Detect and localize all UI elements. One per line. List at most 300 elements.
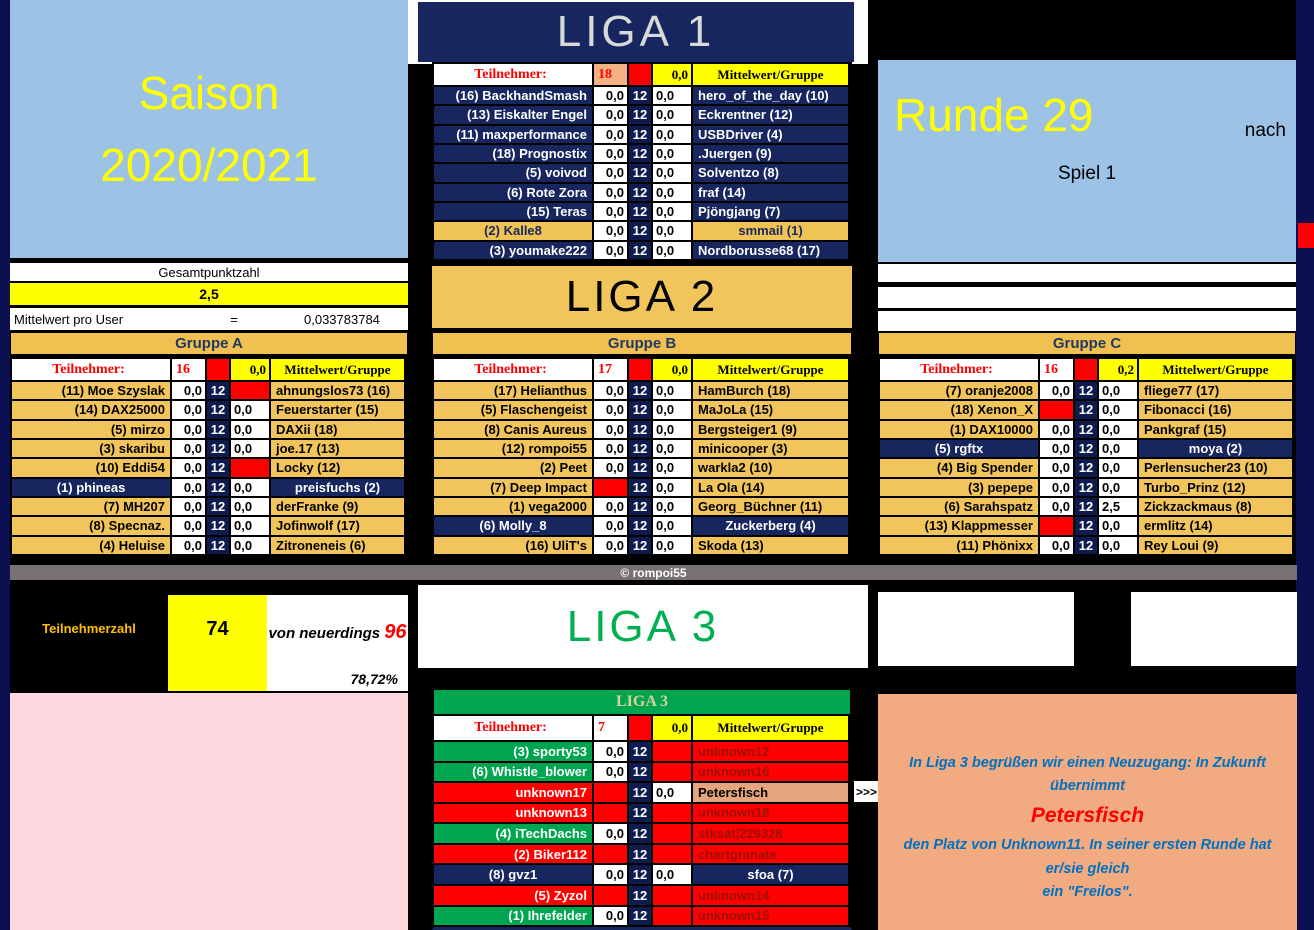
player-pairing-row <box>12 479 406 498</box>
player-left-cell[interactable]: (1) Ihrefelder <box>434 907 594 926</box>
player-left-cell[interactable]: (6) Sarahspatz <box>880 498 1040 515</box>
player-left-cell[interactable]: (16) UliT's <box>434 537 594 554</box>
games-cell[interactable]: 12 <box>629 763 653 782</box>
points-left-cell[interactable]: 0,0 <box>594 126 629 143</box>
points-left-cell[interactable] <box>1040 401 1075 418</box>
points-right-cell[interactable]: 0,0 <box>653 145 693 162</box>
player-right-cell[interactable]: derFranke (9) <box>271 498 406 515</box>
liga3-table-title: LIGA 3 <box>434 690 850 716</box>
player-left-cell[interactable]: (4) iTechDachs <box>434 824 594 843</box>
games-cell[interactable]: 12 <box>629 126 653 143</box>
player-pairing-row <box>434 126 850 145</box>
player-pairing-row <box>880 401 1294 420</box>
mittelwert-label-cell[interactable]: Mittelwert/Gruppe <box>1139 359 1294 380</box>
games-cell[interactable]: 12 <box>1075 479 1099 496</box>
player-left-cell[interactable]: (7) Deep Impact <box>434 479 594 496</box>
games-cell[interactable]: 12 <box>1075 421 1099 438</box>
player-right-cell[interactable]: unknown15 <box>693 907 850 926</box>
player-pairing-row <box>12 382 406 401</box>
points-left-cell[interactable] <box>1040 517 1075 534</box>
player-right-cell[interactable]: sfoa (7) <box>693 865 850 884</box>
player-pairing-row <box>434 742 850 763</box>
points-right-cell[interactable]: 0,0 <box>1099 440 1139 457</box>
games-cell[interactable]: 12 <box>629 440 653 457</box>
teilnehmer-label-cell[interactable]: Teilnehmer: <box>434 64 594 85</box>
player-right-cell[interactable]: Georg_Büchner (11) <box>693 498 850 515</box>
games-cell[interactable]: 12 <box>629 824 653 843</box>
points-right-cell[interactable]: 0,0 <box>653 459 693 476</box>
player-right-cell[interactable]: Petersfisch <box>693 783 850 802</box>
mittelwert-label-cell[interactable]: Mittelwert/Gruppe <box>693 716 850 740</box>
teilnehmer-count-cell[interactable]: 18 <box>594 64 629 85</box>
points-left-cell[interactable]: 0,0 <box>594 382 629 399</box>
player-right-cell[interactable]: preisfuchs (2) <box>271 479 406 496</box>
notice-line2: den Platz von Unknown11. In seiner ersten Runde hat er/sie gleich <box>903 837 1272 877</box>
player-left-cell[interactable]: (13) Klappmesser <box>880 517 1040 534</box>
points-right-cell[interactable]: 0,0 <box>231 498 271 515</box>
games-cell[interactable]: 12 <box>629 145 653 162</box>
games-cell[interactable]: 12 <box>629 907 653 926</box>
games-cell[interactable]: 12 <box>629 783 653 802</box>
points-left-cell[interactable]: 0,0 <box>594 517 629 534</box>
points-left-cell[interactable]: 0,0 <box>172 401 207 418</box>
points-left-cell[interactable]: 0,0 <box>594 164 629 181</box>
gesamtpunktzahl-value-cell[interactable]: 2,5 <box>10 283 408 305</box>
player-right-cell[interactable]: MaJoLa (15) <box>693 401 850 418</box>
points-left-cell[interactable] <box>594 783 629 802</box>
points-right-cell[interactable]: 0,0 <box>653 479 693 496</box>
player-right-cell[interactable]: warkla2 (10) <box>693 459 850 476</box>
player-left-cell[interactable]: (1) DAX10000 <box>880 421 1040 438</box>
points-left-cell[interactable]: 0,0 <box>172 498 207 515</box>
games-cell[interactable]: 12 <box>629 804 653 823</box>
points-right-cell[interactable]: 0,0 <box>1099 517 1139 534</box>
player-pairing-row <box>880 479 1294 498</box>
points-left-cell[interactable]: 0,0 <box>172 537 207 554</box>
player-pairing-row <box>434 865 850 886</box>
teilnehmer-label-cell[interactable]: Teilnehmer: <box>434 716 594 740</box>
teilnehmer-label-cell[interactable]: Teilnehmer: <box>434 359 594 380</box>
spacer-cell[interactable] <box>629 716 653 740</box>
points-left-cell[interactable] <box>594 479 629 496</box>
player-left-cell[interactable]: (5) Zyzol <box>434 886 594 905</box>
player-left-cell[interactable]: (6) Whistle_blower <box>434 763 594 782</box>
player-right-cell[interactable]: DAXii (18) <box>271 421 406 438</box>
player-left-cell[interactable]: (17) Helianthus <box>434 382 594 399</box>
points-left-cell[interactable]: 0,0 <box>594 106 629 123</box>
points-right-cell[interactable]: 0,0 <box>653 498 693 515</box>
points-right-cell[interactable]: 0,0 <box>653 865 693 884</box>
points-right-cell[interactable] <box>653 886 693 905</box>
mittelwert-label-cell[interactable]: Mittelwert/Gruppe <box>693 64 850 85</box>
points-right-cell[interactable] <box>653 742 693 761</box>
points-right-cell[interactable]: 0,0 <box>231 517 271 534</box>
player-left-cell[interactable]: (6) Rote Zora <box>434 184 594 201</box>
teilnehmer-label-cell[interactable]: Teilnehmer: <box>880 359 1040 380</box>
points-left-cell[interactable]: 0,0 <box>594 742 629 761</box>
games-cell[interactable]: 12 <box>629 184 653 201</box>
points-right-cell[interactable]: 0,0 <box>653 87 693 104</box>
player-right-cell[interactable]: stksat¦229328 <box>693 824 850 843</box>
points-right-cell[interactable]: 0,0 <box>1099 537 1139 554</box>
points-left-cell[interactable] <box>594 804 629 823</box>
player-pairing-row <box>434 845 850 866</box>
games-cell[interactable]: 12 <box>629 106 653 123</box>
points-left-cell[interactable]: 0,0 <box>594 222 629 239</box>
participants-of-box <box>267 595 408 691</box>
games-cell[interactable]: 12 <box>629 382 653 399</box>
points-left-cell[interactable]: 0,0 <box>1040 421 1075 438</box>
player-right-cell[interactable]: ahnungslos73 (16) <box>271 382 406 399</box>
notice-line3: ein "Freilos". <box>1042 883 1133 900</box>
points-left-cell[interactable]: 0,0 <box>594 537 629 554</box>
points-left-cell[interactable]: 0,0 <box>594 421 629 438</box>
spacer-cell[interactable] <box>1075 359 1099 380</box>
player-right-cell[interactable]: .Juergen (9) <box>693 145 850 162</box>
points-right-cell[interactable]: 0,0 <box>653 203 693 220</box>
group-average-cell[interactable]: 0,0 <box>231 359 271 380</box>
pink-placeholder-box <box>10 693 408 930</box>
liga3-title: LIGA 3 <box>418 585 868 668</box>
player-right-cell[interactable]: Rey Loui (9) <box>1139 537 1294 554</box>
teilnehmer-count-cell[interactable]: 16 <box>1040 359 1075 380</box>
games-cell[interactable]: 12 <box>629 164 653 181</box>
player-right-cell[interactable]: Zitroneneis (6) <box>271 537 406 554</box>
points-left-cell[interactable] <box>594 886 629 905</box>
points-left-cell[interactable]: 0,0 <box>594 87 629 104</box>
points-right-cell[interactable] <box>653 763 693 782</box>
round-after-label: nach <box>1244 120 1286 141</box>
player-right-cell[interactable]: Bergsteiger1 (9) <box>693 421 850 438</box>
points-right-cell[interactable]: 0,0 <box>231 421 271 438</box>
points-right-cell[interactable]: 0,0 <box>653 126 693 143</box>
player-left-cell[interactable]: (8) gvz1 <box>434 865 594 884</box>
points-right-cell[interactable]: 0,0 <box>1099 382 1139 399</box>
player-pairing-row <box>434 783 850 804</box>
points-left-cell[interactable]: 0,0 <box>594 203 629 220</box>
player-right-cell[interactable]: Zickzackmaus (8) <box>1139 498 1294 515</box>
player-left-cell[interactable]: (11) Moe Szyslak <box>12 382 172 399</box>
points-left-cell[interactable]: 0,0 <box>594 145 629 162</box>
mittelwert-row[interactable] <box>10 308 408 330</box>
player-left-cell[interactable]: (3) pepepe <box>880 479 1040 496</box>
player-right-cell[interactable]: HamBurch (18) <box>693 382 850 399</box>
player-pairing-row <box>12 517 406 536</box>
player-pairing-row <box>434 382 850 401</box>
player-right-cell[interactable]: Eckrentner (12) <box>693 106 850 123</box>
games-cell[interactable]: 12 <box>1075 498 1099 515</box>
round-subtitle: Spiel 1 <box>1057 163 1117 184</box>
games-cell[interactable]: 12 <box>629 865 653 884</box>
player-left-cell[interactable]: (5) Flaschengeist <box>434 401 594 418</box>
empty-cell-band[interactable] <box>878 311 1296 331</box>
games-cell[interactable]: 12 <box>629 886 653 905</box>
teilnehmer-label-cell[interactable]: Teilnehmer: <box>12 359 172 380</box>
points-right-cell[interactable]: 0,0 <box>653 440 693 457</box>
mittelwert-value: 0,033783784 <box>304 311 380 327</box>
games-cell[interactable]: 12 <box>629 517 653 534</box>
games-cell[interactable]: 12 <box>629 87 653 104</box>
player-left-cell[interactable]: unknown13 <box>434 804 594 823</box>
group-a-table <box>10 357 408 558</box>
player-left-cell[interactable]: (18) Xenon_X <box>880 401 1040 418</box>
points-left-cell[interactable]: 0,0 <box>172 421 207 438</box>
teilnehmer-count-cell[interactable]: 16 <box>172 359 207 380</box>
points-right-cell[interactable]: 0,0 <box>231 479 271 496</box>
player-left-cell[interactable]: (5) mirzo <box>12 421 172 438</box>
round-box <box>878 60 1296 262</box>
points-right-cell[interactable] <box>653 804 693 823</box>
spacer-cell[interactable] <box>629 64 653 85</box>
group-average-cell[interactable]: 0,0 <box>653 359 693 380</box>
player-right-cell[interactable]: Turbo_Prinz (12) <box>1139 479 1294 496</box>
equals-sign: = <box>230 311 238 327</box>
points-left-cell[interactable]: 0,0 <box>1040 459 1075 476</box>
points-left-cell[interactable]: 0,0 <box>172 517 207 534</box>
games-cell[interactable]: 12 <box>629 845 653 864</box>
player-right-cell[interactable]: Solventzo (8) <box>693 164 850 181</box>
points-right-cell[interactable]: 0,0 <box>653 421 693 438</box>
player-right-cell[interactable]: Jofinwolf (17) <box>271 517 406 534</box>
games-cell[interactable]: 12 <box>1075 517 1099 534</box>
player-right-cell[interactable]: hero_of_the_day (10) <box>693 87 850 104</box>
games-cell[interactable]: 12 <box>207 517 231 534</box>
player-right-cell[interactable]: unknown12 <box>693 742 850 761</box>
games-cell[interactable]: 12 <box>207 498 231 515</box>
games-cell[interactable]: 12 <box>629 203 653 220</box>
points-left-cell[interactable] <box>594 845 629 864</box>
player-left-cell[interactable]: (18) Prognostix <box>434 145 594 162</box>
player-left-cell[interactable]: (2) Kalle8 <box>434 222 594 239</box>
participants-label: Teilnehmerzahl <box>10 595 168 691</box>
player-right-cell[interactable]: chartgranate <box>693 845 850 864</box>
liga3-notice-box <box>878 694 1297 930</box>
empty-cell-band[interactable] <box>878 287 1296 308</box>
points-right-cell[interactable]: 0,0 <box>653 517 693 534</box>
player-pairing-row <box>434 203 850 222</box>
player-left-cell[interactable]: unknown17 <box>434 783 594 802</box>
points-right-cell[interactable] <box>653 824 693 843</box>
games-cell[interactable]: 12 <box>207 401 231 418</box>
player-left-cell[interactable]: (16) BackhandSmash <box>434 87 594 104</box>
player-right-cell[interactable]: joe.17 (13) <box>271 440 406 457</box>
games-cell[interactable]: 12 <box>1075 382 1099 399</box>
points-left-cell[interactable]: 0,0 <box>1040 479 1075 496</box>
teilnehmer-count-cell[interactable]: 7 <box>594 716 629 740</box>
points-left-cell[interactable]: 0,0 <box>594 907 629 926</box>
mittelwert-label-cell[interactable]: Mittelwert/Gruppe <box>693 359 850 380</box>
points-left-cell[interactable]: 0,0 <box>172 459 207 476</box>
player-right-cell[interactable]: Pjöngjang (7) <box>693 203 850 220</box>
player-pairing-row <box>434 517 850 536</box>
points-left-cell[interactable]: 0,0 <box>594 459 629 476</box>
player-right-cell[interactable]: USBDriver (4) <box>693 126 850 143</box>
player-pairing-row <box>434 907 850 928</box>
points-left-cell[interactable]: 0,0 <box>1040 382 1075 399</box>
points-right-cell[interactable]: 2,5 <box>1099 498 1139 515</box>
player-right-cell[interactable]: minicooper (3) <box>693 440 850 457</box>
player-left-cell[interactable]: (5) voivod <box>434 164 594 181</box>
games-cell[interactable]: 12 <box>207 421 231 438</box>
player-right-cell[interactable]: La Ola (14) <box>693 479 850 496</box>
season-line1: Saison <box>138 67 280 119</box>
games-cell[interactable]: 12 <box>207 382 231 399</box>
points-right-cell[interactable]: 0,0 <box>653 401 693 418</box>
player-left-cell[interactable]: (2) Biker112 <box>434 845 594 864</box>
empty-cell-box[interactable] <box>1131 592 1297 666</box>
player-left-cell[interactable]: (11) Phönixx <box>880 537 1040 554</box>
player-left-cell[interactable]: (6) Molly_8 <box>434 517 594 534</box>
participants-count-cell[interactable]: 74 <box>168 595 267 691</box>
points-left-cell[interactable]: 0,0 <box>594 184 629 201</box>
player-left-cell[interactable]: (1) vega2000 <box>434 498 594 515</box>
player-left-cell[interactable]: (13) Eiskalter Engel <box>434 106 594 123</box>
games-cell[interactable]: 12 <box>629 401 653 418</box>
player-left-cell[interactable]: (2) Peet <box>434 459 594 476</box>
gesamtpunktzahl-label-cell[interactable]: Gesamtpunktzahl <box>10 263 408 281</box>
player-right-cell[interactable]: fraf (14) <box>693 184 850 201</box>
player-left-cell[interactable]: (7) oranje2008 <box>880 382 1040 399</box>
points-left-cell[interactable]: 0,0 <box>172 440 207 457</box>
games-cell[interactable]: 12 <box>1075 401 1099 418</box>
points-left-cell[interactable]: 0,0 <box>594 401 629 418</box>
games-cell[interactable]: 12 <box>629 479 653 496</box>
player-pairing-row <box>434 106 850 125</box>
player-left-cell[interactable]: (3) sporty53 <box>434 742 594 761</box>
player-right-cell[interactable]: Pankgraf (15) <box>1139 421 1294 438</box>
red-edge-marker <box>1298 223 1314 248</box>
player-right-cell[interactable]: fliege77 (17) <box>1139 382 1294 399</box>
points-right-cell[interactable]: 0,0 <box>1099 479 1139 496</box>
points-right-cell[interactable]: 0,0 <box>231 401 271 418</box>
player-left-cell[interactable]: (7) MH207 <box>12 498 172 515</box>
games-cell[interactable]: 12 <box>207 459 231 476</box>
points-right-cell[interactable]: 0,0 <box>653 164 693 181</box>
player-right-cell[interactable]: moya (2) <box>1139 440 1294 457</box>
player-pairing-row <box>434 804 850 825</box>
points-left-cell[interactable]: 0,0 <box>1040 537 1075 554</box>
points-left-cell[interactable]: 0,0 <box>594 824 629 843</box>
teilnehmer-header-row <box>880 359 1294 382</box>
points-left-cell[interactable]: 0,0 <box>172 479 207 496</box>
points-left-cell[interactable]: 0,0 <box>1040 498 1075 515</box>
player-left-cell[interactable]: (4) Heluise <box>12 537 172 554</box>
player-right-cell[interactable]: Nordborusse68 (17) <box>693 242 850 259</box>
empty-cell-band[interactable] <box>878 264 1296 282</box>
games-cell[interactable]: 12 <box>1075 440 1099 457</box>
player-left-cell[interactable]: (11) maxperformance <box>434 126 594 143</box>
games-cell[interactable]: 12 <box>629 222 653 239</box>
player-left-cell[interactable]: (5) rgftx <box>880 440 1040 457</box>
games-cell[interactable]: 12 <box>629 459 653 476</box>
group-average-cell[interactable]: 0,0 <box>653 716 693 740</box>
points-right-cell[interactable]: 0,0 <box>653 184 693 201</box>
games-cell[interactable]: 12 <box>629 242 653 259</box>
points-left-cell[interactable]: 0,0 <box>594 763 629 782</box>
spacer-cell[interactable] <box>629 359 653 380</box>
player-right-cell[interactable]: unknown16 <box>693 763 850 782</box>
points-right-cell[interactable]: 0,0 <box>653 242 693 259</box>
player-left-cell[interactable]: (3) skaribu <box>12 440 172 457</box>
points-right-cell[interactable]: 0,0 <box>653 783 693 802</box>
points-right-cell[interactable] <box>653 845 693 864</box>
points-right-cell[interactable] <box>653 907 693 926</box>
player-left-cell[interactable]: (1) phineas <box>12 479 172 496</box>
points-right-cell[interactable]: 0,0 <box>1099 401 1139 418</box>
points-left-cell[interactable]: 0,0 <box>1040 440 1075 457</box>
player-left-cell[interactable]: (8) Specnaz. <box>12 517 172 534</box>
player-left-cell[interactable]: (15) Teras <box>434 203 594 220</box>
points-right-cell[interactable] <box>231 459 271 476</box>
points-left-cell[interactable]: 0,0 <box>172 382 207 399</box>
player-right-cell[interactable]: ermlitz (14) <box>1139 517 1294 534</box>
points-right-cell[interactable] <box>231 382 271 399</box>
player-right-cell[interactable]: smmail (1) <box>693 222 850 239</box>
points-right-cell[interactable]: 0,0 <box>653 537 693 554</box>
participants-percent: 78,72% <box>350 671 398 687</box>
empty-cell-box[interactable] <box>878 592 1074 666</box>
player-pairing-row <box>12 401 406 420</box>
games-cell[interactable]: 12 <box>629 498 653 515</box>
games-cell[interactable]: 12 <box>1075 537 1099 554</box>
points-right-cell[interactable]: 0,0 <box>1099 421 1139 438</box>
points-right-cell[interactable]: 0,0 <box>653 382 693 399</box>
points-right-cell[interactable]: 0,0 <box>231 537 271 554</box>
player-left-cell[interactable]: (8) Canis Aureus <box>434 421 594 438</box>
player-pairing-row <box>880 382 1294 401</box>
player-pairing-row <box>434 459 850 478</box>
games-cell[interactable]: 12 <box>207 537 231 554</box>
games-cell[interactable]: 12 <box>1075 459 1099 476</box>
player-right-cell[interactable]: Locky (12) <box>271 459 406 476</box>
player-left-cell[interactable]: (10) Eddi54 <box>12 459 172 476</box>
points-right-cell[interactable]: 0,0 <box>653 106 693 123</box>
player-left-cell[interactable]: (12) rompoi55 <box>434 440 594 457</box>
teilnehmer-count-cell[interactable]: 17 <box>594 359 629 380</box>
player-right-cell[interactable]: Zuckerberg (4) <box>693 517 850 534</box>
spacer-cell[interactable] <box>207 359 231 380</box>
games-cell[interactable]: 12 <box>629 537 653 554</box>
points-left-cell[interactable]: 0,0 <box>594 498 629 515</box>
group-average-cell[interactable]: 0,2 <box>1099 359 1139 380</box>
group-c-table <box>878 357 1296 558</box>
player-left-cell[interactable]: (14) DAX25000 <box>12 401 172 418</box>
player-right-cell[interactable]: unknown18 <box>693 804 850 823</box>
games-cell[interactable]: 12 <box>629 421 653 438</box>
group-average-cell[interactable]: 0,0 <box>653 64 693 85</box>
player-right-cell[interactable]: Feuerstarter (15) <box>271 401 406 418</box>
games-cell[interactable]: 12 <box>207 479 231 496</box>
player-left-cell[interactable]: (4) Big Spender <box>880 459 1040 476</box>
player-right-cell[interactable]: Skoda (13) <box>693 537 850 554</box>
player-left-cell[interactable]: (3) youmake222 <box>434 242 594 259</box>
points-right-cell[interactable]: 0,0 <box>653 222 693 239</box>
points-right-cell[interactable]: 0,0 <box>231 440 271 457</box>
player-right-cell[interactable]: Perlensucher23 (10) <box>1139 459 1294 476</box>
teilnehmer-header-row <box>434 359 850 382</box>
mittelwert-label-cell[interactable]: Mittelwert/Gruppe <box>271 359 406 380</box>
player-right-cell[interactable]: Fibonacci (16) <box>1139 401 1294 418</box>
games-cell[interactable]: 12 <box>207 440 231 457</box>
games-cell[interactable]: 12 <box>629 742 653 761</box>
points-left-cell[interactable]: 0,0 <box>594 440 629 457</box>
player-pairing-row <box>880 459 1294 478</box>
points-left-cell[interactable]: 0,0 <box>594 242 629 259</box>
points-right-cell[interactable]: 0,0 <box>1099 459 1139 476</box>
player-right-cell[interactable]: unknown14 <box>693 886 850 905</box>
points-left-cell[interactable]: 0,0 <box>594 865 629 884</box>
player-pairing-row <box>434 222 850 241</box>
